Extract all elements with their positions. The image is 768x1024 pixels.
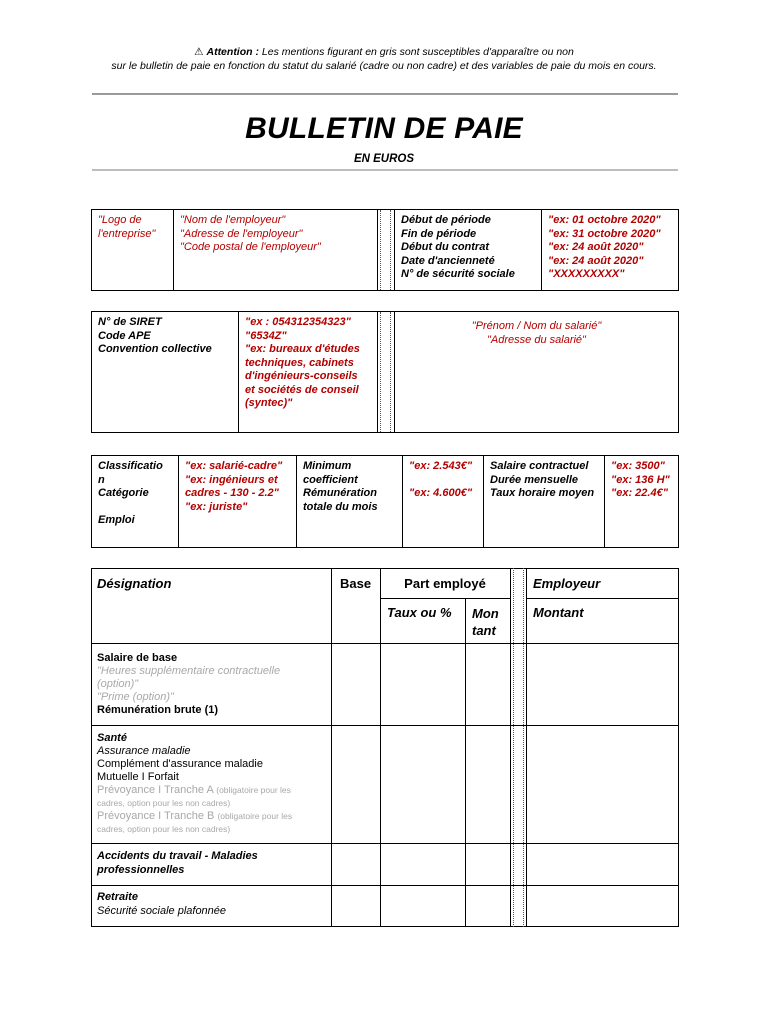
row-divider (380, 598, 510, 599)
employee-cell (394, 311, 679, 433)
optional-line: Prévoyance I Tranche B (97, 810, 215, 822)
col-divider (465, 598, 466, 927)
page-title: BULLETIN DE PAIE (245, 112, 523, 145)
salary-values-cell (604, 455, 679, 548)
section-title: professionnelles (97, 863, 185, 876)
col-divider (526, 568, 527, 927)
label-coefficient: coefficient (303, 473, 358, 486)
employer-postcode: "Code postal de l'employeur" (180, 241, 321, 253)
section-title: Santé (97, 732, 127, 744)
dotted-separator (377, 311, 395, 433)
label-spacer (98, 501, 172, 515)
value-convention-1: "ex: bureaux d'études (245, 343, 360, 355)
value-category-2: cadres - 130 - 2.2" (185, 487, 279, 499)
col-divider (510, 568, 511, 927)
header-montant-line-2: tant (472, 623, 496, 638)
header-montant-line-1: Mon (472, 606, 499, 621)
optional-note: (obligatoire pour les (217, 811, 293, 821)
label-contract-start: Début du contrat (401, 241, 489, 253)
header-base: Base (340, 576, 372, 591)
minimum-labels-cell (296, 455, 403, 548)
value-contract-start: "ex: 24 août 2020" (548, 241, 644, 253)
section-title: Retraite (97, 891, 138, 903)
label-ape: Code APE (98, 329, 151, 342)
section-sante (97, 732, 327, 836)
label-siret: N° de SIRET (98, 316, 162, 328)
label-seniority-date: Date d'ancienneté (401, 254, 495, 267)
row-divider (91, 643, 679, 644)
company-values-cell (238, 311, 378, 433)
dotted-col-divider (523, 568, 524, 927)
employee-name: "Prénom / Nom du salarié" (471, 320, 602, 332)
gross-pay-label: Rémunération brute (1) (97, 704, 219, 716)
attention-label: Attention : (206, 46, 259, 58)
notice-line-2: sur le bulletin de paie en fonction du statut du salarié (cadre ou non cadre) et des variables de paie du mois en cours. (111, 60, 657, 72)
company-labels-cell (91, 311, 239, 433)
label-contract-salary: Salaire contractuel (490, 460, 589, 472)
value-siret: "ex : 054312354323" (245, 316, 351, 328)
label-classification-1: Classificatio (98, 460, 163, 472)
value-job: "ex: juriste" (185, 500, 248, 513)
header-part-employe: Part employé (404, 576, 486, 591)
header-taux: Taux ou % (387, 605, 452, 620)
optional-line: "Heures supplémentaire contractuelle (97, 665, 281, 677)
value-period-start: "ex: 01 octobre 2020" (548, 214, 661, 226)
employee-address: "Adresse du salarié" (487, 333, 586, 346)
dotted-separator (377, 209, 395, 291)
period-labels-cell (394, 209, 542, 291)
top-divider (92, 93, 678, 95)
value-hourly-rate: "ex: 22.4€" (611, 487, 668, 499)
section-title: Salaire de base (97, 652, 178, 664)
value-monthly-hours: "ex: 136 H" (611, 473, 670, 486)
value-convention-4: et sociétés de conseil (245, 383, 359, 396)
optional-note: (obligatoire pour les (216, 785, 291, 795)
employer-name: "Nom de l'employeur" (180, 214, 286, 226)
warning-icon: ⚠ (194, 46, 204, 58)
section-title: Accidents du travail - Maladies (97, 850, 258, 862)
notice-line-1: Les mentions figurant en gris sont susceptibles d'apparaître ou non (261, 46, 574, 58)
header-employeur: Employeur (533, 576, 601, 591)
header-designation: Désignation (97, 576, 172, 591)
title-divider (92, 169, 678, 171)
header-montant-employeur: Montant (533, 605, 584, 620)
logo-text-2: l'entreprise" (98, 227, 156, 240)
value-seniority-date: "ex: 24 août 2020" (548, 254, 644, 267)
logo-cell (91, 209, 174, 291)
salary-labels-cell (483, 455, 605, 548)
label-classification-2: n (98, 473, 105, 486)
label-period-start: Début de période (401, 214, 491, 226)
optional-line: "Prime (option)" (97, 691, 174, 703)
label-convention: Convention collective (98, 343, 212, 355)
label-total-pay-1: Rémunération (303, 487, 377, 499)
label-total-pay-2: totale du mois (303, 500, 378, 513)
logo-text-1: "Logo de (98, 214, 142, 226)
label-period-end: Fin de période (401, 227, 477, 240)
value-status: "ex: salarié-cadre" (185, 460, 283, 472)
row-divider (526, 598, 679, 599)
value-period-end: "ex: 31 octobre 2020" (548, 227, 661, 240)
label-job: Emploi (98, 514, 135, 526)
optional-line: Prévoyance I Tranche A (97, 784, 214, 796)
classification-values-cell (178, 455, 297, 548)
employer-cell (173, 209, 378, 291)
value-convention-2: techniques, cabinets (245, 356, 354, 369)
optional-line: (option)" (97, 678, 139, 690)
period-values-cell (541, 209, 679, 291)
section-accidents-travail (97, 850, 327, 877)
optional-note: cadres, option pour les non cadres) (97, 824, 231, 834)
row-divider (91, 843, 679, 844)
dotted-col-divider (513, 568, 514, 927)
attention-notice (0, 45, 768, 73)
label-social-security: N° de sécurité sociale (401, 268, 515, 280)
label-minimum: Minimum (303, 460, 352, 472)
section-retraite (97, 891, 327, 918)
label-category: Catégorie (98, 487, 149, 499)
row-divider (91, 885, 679, 886)
minimum-values-cell (402, 455, 484, 548)
line-item: Complément d'assurance maladie (97, 758, 263, 770)
line-item: Mutuelle I Forfait (97, 771, 179, 783)
section-salaire-de-base (97, 652, 327, 717)
classification-labels-cell (91, 455, 179, 548)
value-spacer (409, 474, 477, 488)
value-category-1: "ex: ingénieurs et (185, 473, 278, 486)
page-subtitle: EN EUROS (353, 153, 415, 165)
value-convention-5: (syntec)" (245, 397, 293, 409)
optional-note: cadres, option pour les non cadres) (97, 798, 231, 808)
label-hourly-rate: Taux horaire moyen (490, 487, 595, 499)
value-convention-3: d'ingénieurs-conseils (245, 370, 358, 382)
value-ape: "6534Z" (245, 329, 287, 342)
label-monthly-hours: Durée mensuelle (490, 473, 579, 486)
line-item: Sécurité sociale plafonnée (97, 904, 227, 917)
col-divider (331, 568, 332, 927)
employer-address: "Adresse de l'employeur" (180, 227, 303, 240)
row-divider (91, 725, 679, 726)
value-social-security: "XXXXXXXXX" (548, 268, 625, 280)
line-item: Assurance maladie (97, 745, 191, 757)
value-minimum: "ex: 2.543€" (409, 460, 473, 472)
header-montant-employe (472, 605, 499, 639)
col-divider (380, 568, 381, 927)
value-contract-salary: "ex: 3500" (611, 460, 665, 472)
value-total-pay: "ex: 4.600€" (409, 487, 473, 499)
